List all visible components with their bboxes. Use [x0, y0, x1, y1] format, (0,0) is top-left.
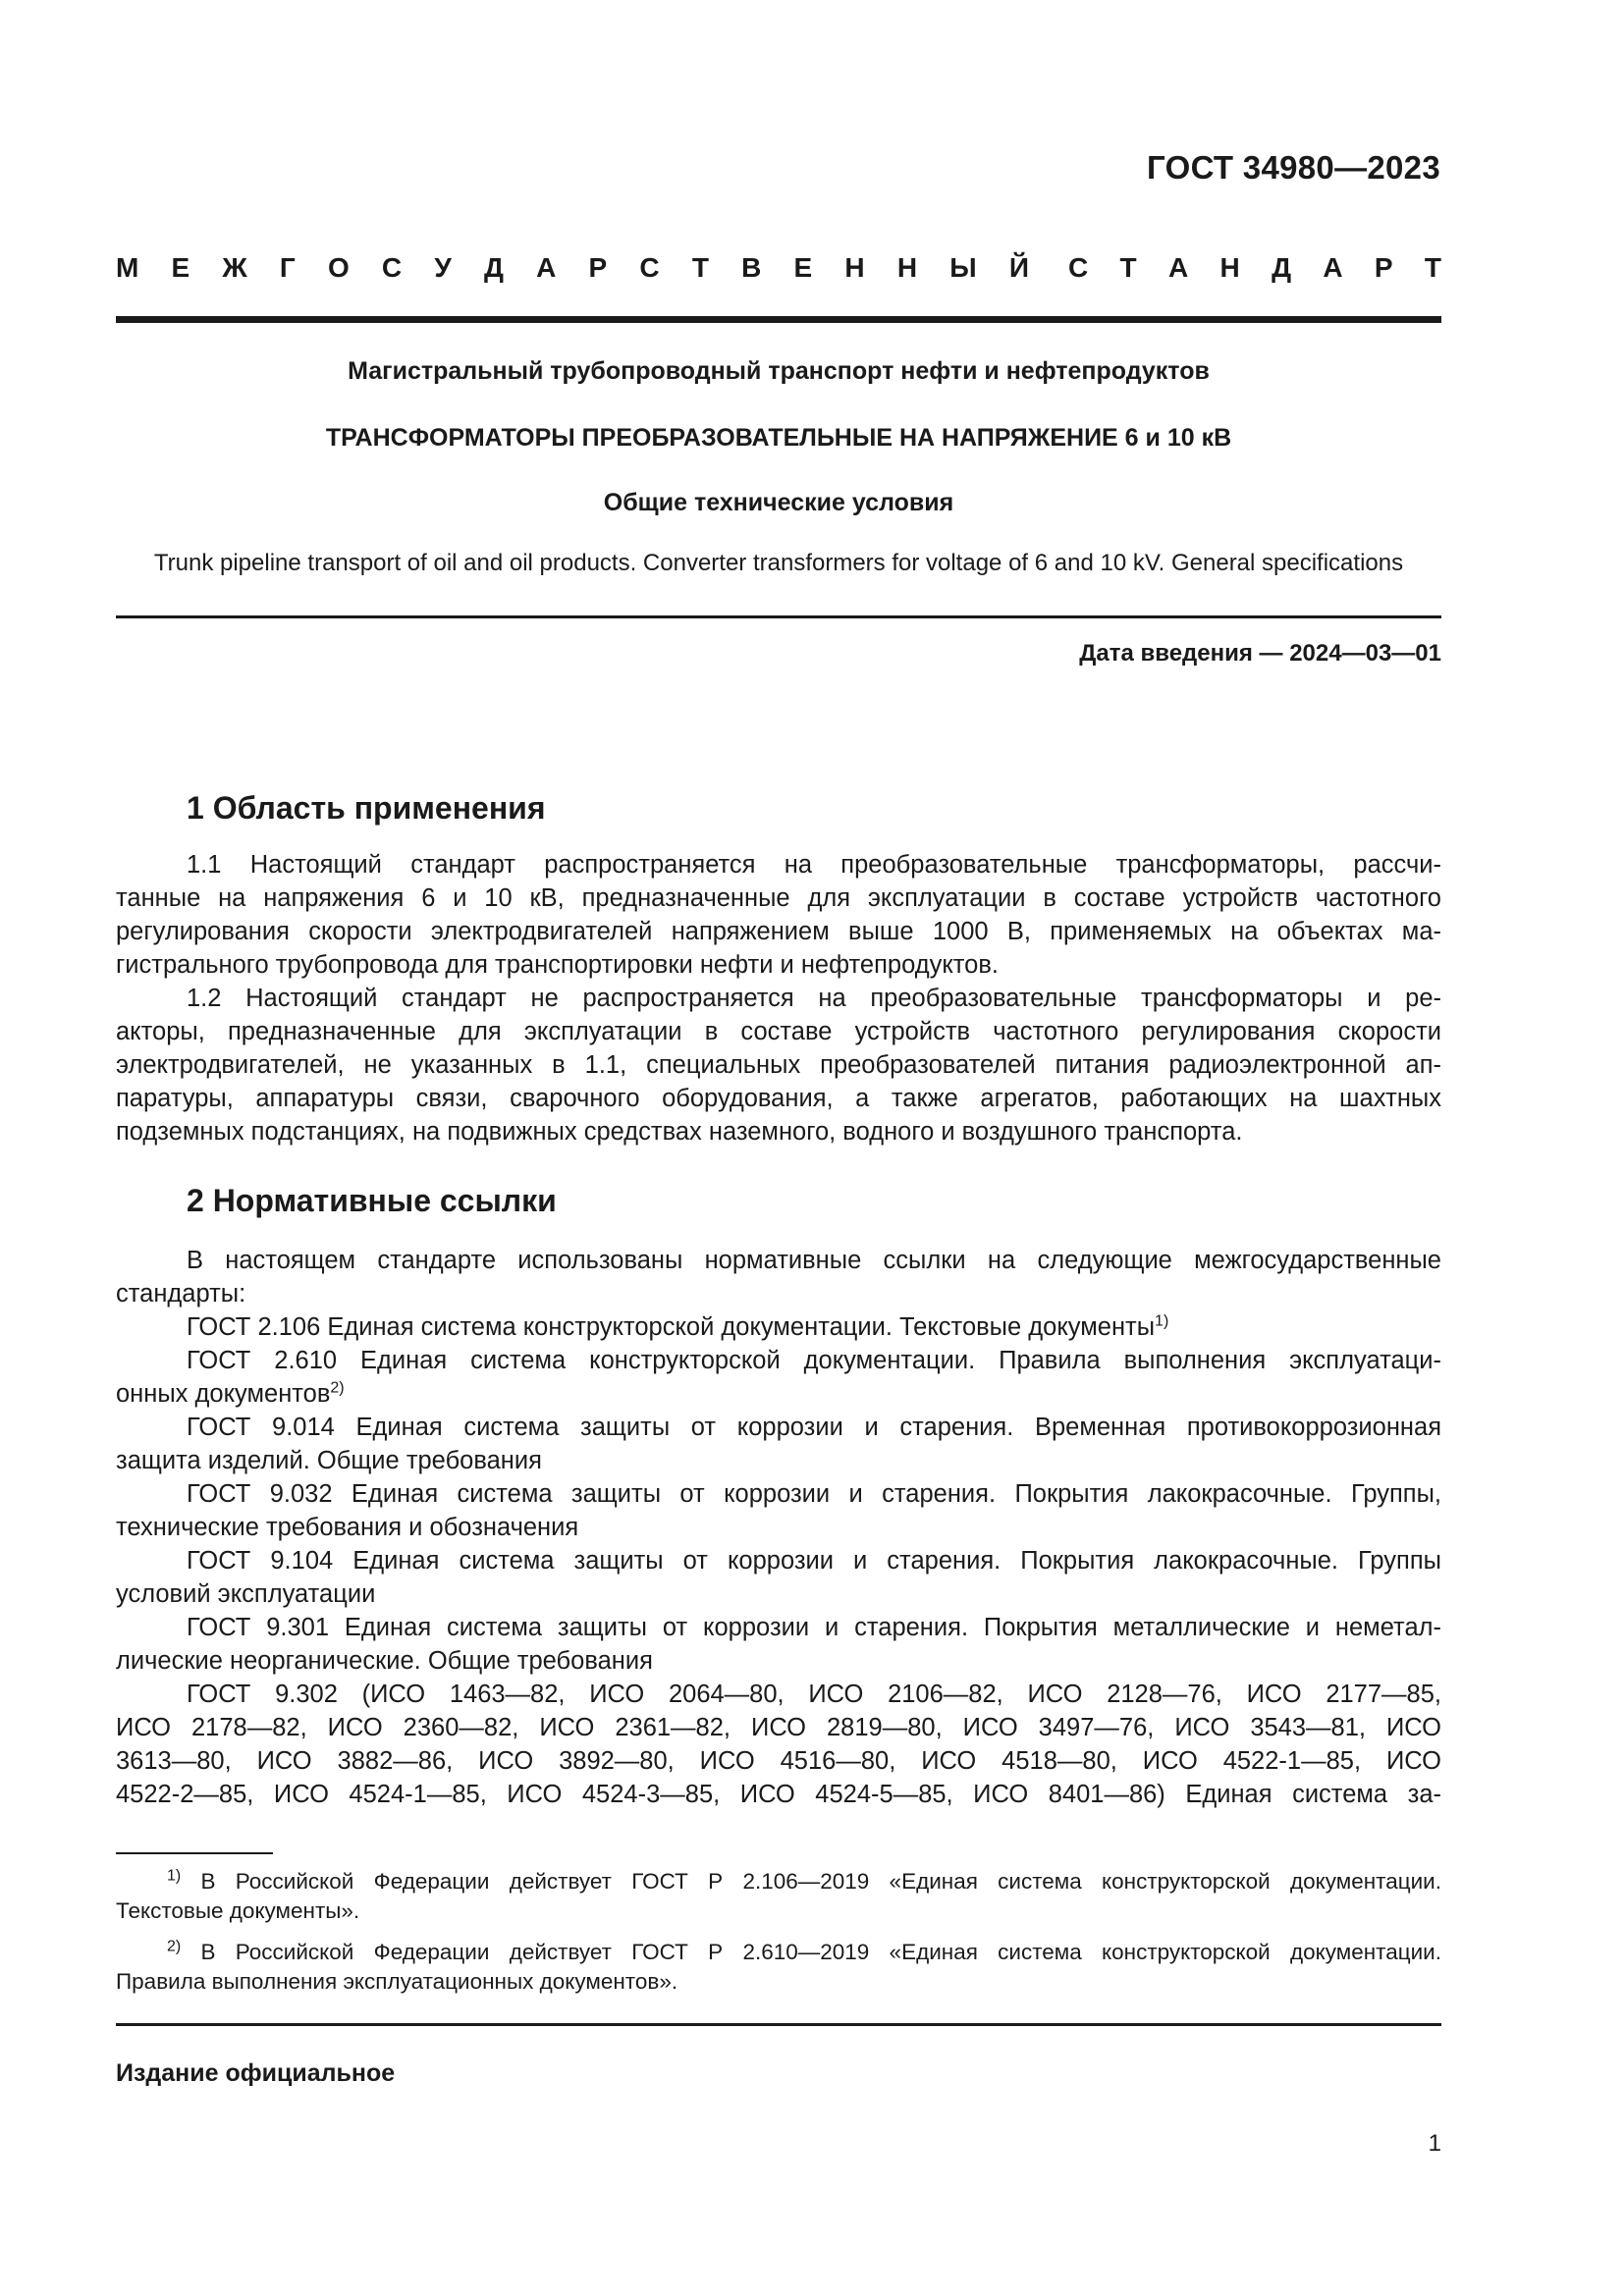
standard-type-letter: Д	[1272, 252, 1292, 283]
text-line: 4522-2—85, ИСО 4524-1—85, ИСО 4524-3—85, ИСО 4524-5—85, ИСО 8401—86) Единая система за-	[116, 1781, 1441, 1808]
text-line: акторы, предназначенные для эксплуатации в составе устройств частотного регулирования скорости	[116, 1018, 1441, 1045]
standard-type-letter: Й	[1008, 252, 1029, 283]
standard-type-letter: Т	[691, 252, 709, 283]
standard-type-letter: Т	[1424, 252, 1441, 283]
official-edition-label: Издание официальное	[116, 2059, 396, 2087]
document-subject: Магистральный трубопроводный транспорт нефти и нефтепродуктов	[348, 357, 1210, 385]
text-line: ГОСТ 2.106 Единая система конструкторской документации. Текстовые документы$^{1)}$	[187, 1312, 1169, 1341]
page-number: 1	[1428, 2130, 1441, 2157]
text-line: ГОСТ 9.014 Единая система защиты от коррозии и старения. Временная противокоррозионная	[187, 1414, 1441, 1441]
text-line: ГОСТ 2.610 Единая система конструкторской документации. Правила выполнения эксплуатаци-	[187, 1347, 1441, 1374]
standard-type-letter: С	[381, 252, 403, 283]
standard-type-letter: Н	[896, 252, 918, 283]
footnote-mark: 2)	[167, 1938, 182, 1955]
standard-type-letter: С	[1068, 252, 1089, 283]
standard-type-letter: С	[639, 252, 660, 283]
text-line: электродвигателей, не указанных в 1.1, специальных преобразователей питания радиоэлектронной ап-	[116, 1051, 1441, 1079]
standard-type-letter: Н	[844, 252, 865, 283]
standard-type-letter: А	[1167, 252, 1189, 283]
footnote-mark: 1)	[167, 1867, 182, 1885]
text-line: ГОСТ 9.032 Единая система защиты от коррозии и старения. Покрытия лакокрасочные. Группы,	[187, 1480, 1441, 1508]
standard-type-letter: Т	[1119, 252, 1137, 283]
text-line: подземных подстанциях, на подвижных средствах наземного, водного и воздушного транспорта.	[116, 1118, 1243, 1146]
text-line: гистрального трубопровода для транспортировки нефти и нефтепродуктов.	[116, 951, 999, 979]
text-line: 3613—80, ИСО 3882—86, ИСО 3892—80, ИСО 4516—80, ИСО 4518—80, ИСО 4522-1—85, ИСО	[116, 1747, 1441, 1775]
footnote-1: $^{1)}$ В Российской Федерации действует ГОСТ Р 2.106—2019 «Единая система конструкторской документации. Текстовые документы».	[116, 1867, 1441, 1923]
standard-type-letter: Г	[279, 252, 296, 283]
section-1-heading: 1 Область применения	[187, 790, 546, 826]
document-title: ТРАНСФОРМАТОРЫ ПРЕОБРАЗОВАТЕЛЬНЫЕ НА НАПРЯЖЕНИЕ 6 и 10 кВ	[325, 424, 1232, 452]
text-line: ГОСТ 9.301 Единая система защиты от коррозии и старения. Покрытия металлические и неметал-	[187, 1614, 1441, 1641]
text-line: стандарты:	[116, 1280, 246, 1308]
text-line: технические требования и обозначения	[116, 1514, 579, 1541]
text-line: паратуры, аппаратуры связи, сварочного оборудования, а также агрегатов, работающих на шахтных	[116, 1085, 1441, 1112]
standard-type-letter: У	[434, 252, 452, 283]
text-line: онных документов$^{2)}$	[116, 1379, 345, 1408]
text-line: ГОСТ 9.104 Единая система защиты от коррозии и старения. Покрытия лакокрасочные. Группы	[187, 1547, 1441, 1575]
standard-type-letter: Р	[1374, 252, 1393, 283]
standard-code: ГОСТ 34980—2023	[1147, 149, 1440, 186]
text-line: регулирования скорости электродвигателей напряжением выше 1000 В, применяемых на объектах ма-	[116, 918, 1441, 945]
standard-type-word2	[1068, 252, 1441, 284]
text-line: условий эксплуатации	[116, 1580, 376, 1608]
section-2-heading: 2 Нормативные ссылки	[187, 1183, 557, 1218]
header-rule	[116, 316, 1441, 323]
standard-type-letter: Н	[1219, 252, 1240, 283]
document-subtitle: Общие технические условия	[603, 489, 954, 516]
title-rule	[116, 615, 1441, 618]
standard-type-word1	[116, 252, 1029, 284]
text-line: В настоящем стандарте использованы нормативные ссылки на следующие межгосударственные	[187, 1247, 1441, 1274]
standard-type-letter: А	[1323, 252, 1343, 283]
text-line: ИСО 2178—82, ИСО 2360—82, ИСО 2361—82, ИСО 2819—80, ИСО 3497—76, ИСО 3543—81, ИСО	[116, 1714, 1441, 1741]
text-line: лические неорганические. Общие требования	[116, 1647, 653, 1675]
text-line: танные на напряжения 6 и 10 кВ, предназначенные для эксплуатации в составе устройств частотного	[116, 884, 1441, 912]
text-line: 1.1 Настоящий стандарт распространяется на преобразовательные трансформаторы, рассчи-	[187, 851, 1441, 879]
standard-type-letter: Ж	[222, 252, 247, 283]
text-line: ГОСТ 9.302 (ИСО 1463—82, ИСО 2064—80, ИСО 2106—82, ИСО 2128—76, ИСО 2177—85,	[187, 1681, 1441, 1708]
footnotes	[116, 1867, 1441, 2008]
text-line: 1.2 Настоящий стандарт не распространяется на преобразовательные трансформаторы и ре-	[187, 985, 1441, 1012]
footnote-2: $^{2)}$ В Российской Федерации действует ГОСТ Р 2.610—2019 «Единая система конструкторской документации. Правила выполнения эксплуатационных документов».	[116, 1938, 1441, 1994]
standard-type-letter: Ы	[949, 252, 977, 283]
standard-type-letter: Е	[171, 252, 190, 283]
text-line: защита изделий. Общие требования	[116, 1447, 542, 1474]
standard-type-label	[116, 252, 1441, 284]
standard-type-letter: Д	[483, 252, 504, 283]
standard-type-letter: А	[536, 252, 557, 283]
footnote-mark: 2)	[330, 1379, 345, 1397]
standard-type-letter: О	[327, 252, 350, 283]
document-title-english: Trunk pipeline transport of oil and oil products. Converter transformers for voltage of 6 and 10 kV. General specifications	[153, 550, 1404, 576]
standard-type-letter: М	[116, 252, 139, 283]
introduction-date: Дата введения — 2024—03—01	[1079, 640, 1441, 667]
footnote-mark: 1)	[1155, 1312, 1169, 1330]
standard-type-letter: Е	[793, 252, 813, 283]
standard-type-letter: В	[741, 252, 762, 283]
section-1-body	[116, 848, 1441, 1148]
section-2-body	[116, 1244, 1441, 1811]
footer-rule	[116, 2023, 1441, 2026]
footnote-rule	[116, 1852, 273, 1854]
standard-type-letter: Р	[588, 252, 608, 283]
